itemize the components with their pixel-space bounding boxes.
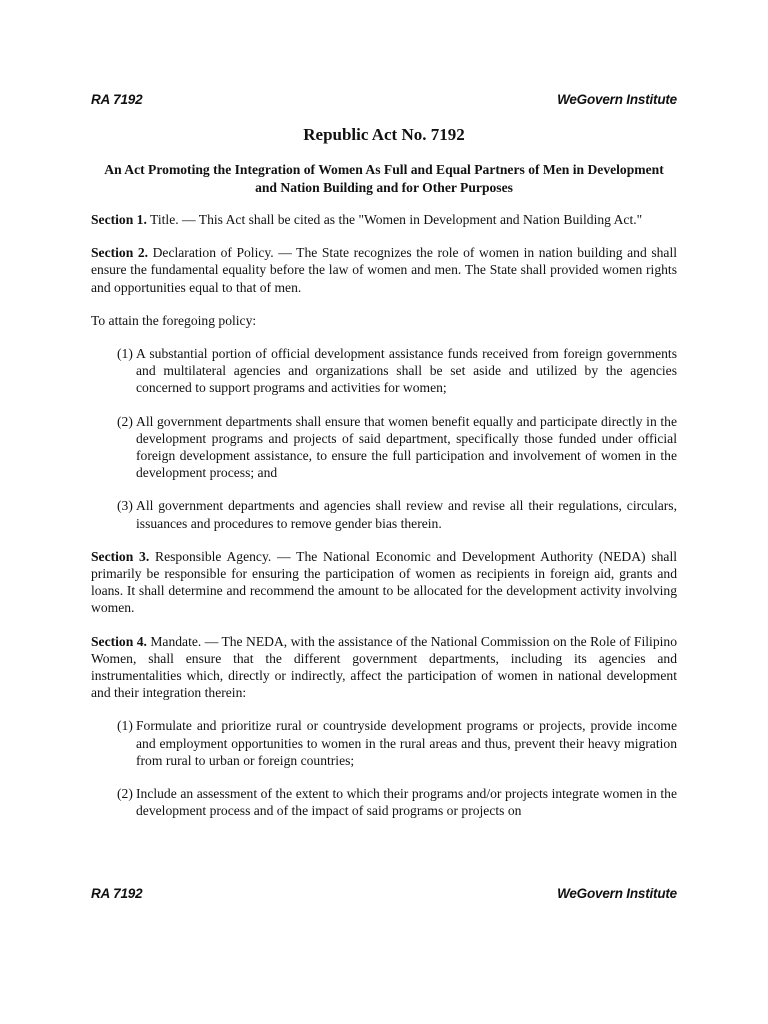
mandate-item-number: (1) xyxy=(117,718,133,734)
mandate-item xyxy=(91,785,677,819)
page-header xyxy=(91,90,677,110)
policy-list xyxy=(91,345,677,532)
section-4-label: Section 4. xyxy=(91,633,147,649)
policy-item-number: (3) xyxy=(117,498,133,514)
document-title: Republic Act No. 7192 xyxy=(303,125,465,144)
policy-item xyxy=(91,497,677,531)
section-2 xyxy=(91,244,677,296)
section-2-text: Declaration of Policy. — The State recognizes the role of women in nation building and shall ensure the fundamental equality before the law of women and men. The State shall provided women rights and opportunities equal to that of men. xyxy=(91,245,677,295)
footer-publisher: WeGovern Institute xyxy=(557,886,677,901)
mandate-item-number: (2) xyxy=(117,786,133,802)
policy-item-text: A substantial portion of official development assistance funds received from foreign governments and multilateral agencies and organizations shall be set aside and utilized by the agencies concerned to support programs and activities for women; xyxy=(136,346,677,396)
mandate-item-text: Include an assessment of the extent to which their programs and/or projects integrate women in the development process and of the impact of said programs or projects on xyxy=(136,786,677,819)
mandate-item xyxy=(91,717,677,769)
policy-item-text: All government departments and agencies shall review and revise all their regulations, circulars, issuances and procedures to remove gender bias therein. xyxy=(136,498,677,531)
page-footer xyxy=(91,884,677,904)
policy-item-number: (1) xyxy=(117,346,133,362)
section-3 xyxy=(91,548,677,617)
document-body xyxy=(91,125,677,835)
section-3-text: Responsible Agency. — The National Economic and Development Authority (NEDA) shall primarily be responsible for ensuring the participation of women as recipients in foreign aid, grants and loans. It shall determine and recommend the amount to be allocated for the development activity involving women. xyxy=(91,548,677,616)
footer-doc-id: RA 7192 xyxy=(91,886,143,901)
header-publisher: WeGovern Institute xyxy=(557,92,677,107)
section-4 xyxy=(91,633,677,702)
section-1 xyxy=(91,211,677,228)
policy-item-text: All government departments shall ensure that women benefit equally and participate directly in the development programs and projects of said department, specifically those funded under official foreign development assistance, to ensure the full participation and involvement of women in the development process; and xyxy=(136,413,677,481)
document-subtitle: An Act Promoting the Integration of Women As Full and Equal Partners of Men in Development and Nation Building and for Other Purposes xyxy=(104,162,664,195)
policy-item-number: (2) xyxy=(117,413,133,429)
mandate-list xyxy=(91,717,677,819)
section-1-label: Section 1. xyxy=(91,212,147,227)
policy-item xyxy=(91,345,677,397)
header-doc-id: RA 7192 xyxy=(91,92,143,107)
section-2-label: Section 2. xyxy=(91,245,149,261)
section-3-label: Section 3. xyxy=(91,548,150,564)
policy-item xyxy=(91,413,677,482)
policy-intro: To attain the foregoing policy: xyxy=(91,312,257,328)
section-1-text: Title. — This Act shall be cited as the "Women in Development and Nation Building Act." xyxy=(146,212,643,227)
section-4-text: Mandate. — The NEDA, with the assistance of the National Commission on the Role of Filipino Women, shall ensure that the different government departments, including its agencies and instrumentalities which, directly or indirectly, affect the participation of women in national development and their integration therein: xyxy=(91,633,677,701)
mandate-item-text: Formulate and prioritize rural or countryside development programs or projects, provide income and employment opportunities to women in the rural areas and thus, prevent their heavy migration from rural to urban or foreign countries; xyxy=(136,718,677,768)
